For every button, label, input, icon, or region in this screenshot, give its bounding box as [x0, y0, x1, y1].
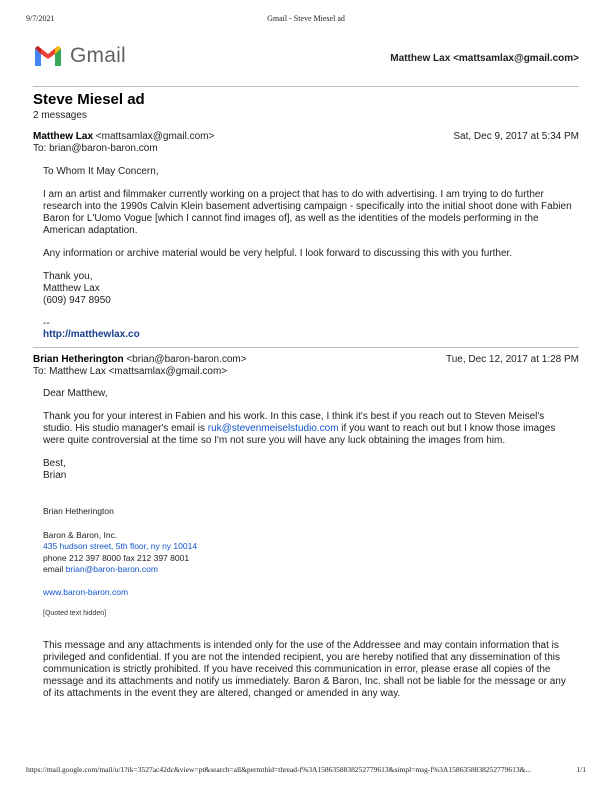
paragraph-text: if you want to reach out but I know those images were quite controversial at the time so I'm not sure you will have any luck obtaining the images from him.: [43, 423, 556, 446]
greeting: To Whom It May Concern,: [43, 166, 159, 177]
paragraph: I am an artist and filmmaker currently working on a project that has to do with advertising. I am trying to do further research into the 1990s Calvin Klein basement advertising campaign - specifically into the initial shoot done with Fabien Baron for L'Uomo Vogue [which I cannot find images of], as well as the identities of the models performing in the American adaptation.: [43, 189, 572, 236]
paragraph: Any information or archive material would be very helpful. I look forward to discussing this with you further.: [43, 248, 513, 259]
signoff: Thank you,: [43, 271, 93, 282]
page-number: 1/1: [576, 765, 586, 774]
sender-name: Matthew Lax: [33, 131, 94, 142]
phone-fax: phone 212 397 8000 fax 212 397 8001: [43, 552, 190, 563]
print-date: 9/7/2021: [26, 14, 55, 23]
message-date: Sat, Dec 9, 2017 at 5:34 PM: [453, 131, 579, 142]
print-footer: [26, 765, 586, 776]
signature-phone: (609) 947 8950: [43, 295, 111, 306]
message-header: [33, 131, 579, 154]
email-label: email: [43, 564, 66, 574]
gmail-m-icon: [33, 44, 63, 68]
signature-separator: --: [43, 318, 50, 329]
disclaimer: This message and any attachments is intended only for the use of the Addressee and may contain information that is privileged and confidential. If you are not the intended recipient, you are hereby notified that any dissemination of this communication is strictly prohibited. If you have received this communication in error, please erase all copies of the message and its attachments and notify us immediately. Baron & Baron, Inc. shall not be liable for the message or any of its attachments in the event they are altered, changed or amended in any way.: [43, 639, 566, 699]
sender-email: <brian@baron-baron.com>: [126, 354, 247, 365]
recipient: To: Matthew Lax <mattsamlax@gmail.com>: [33, 366, 228, 377]
recipient: To: brian@baron-baron.com: [33, 143, 158, 154]
email-line: [43, 564, 573, 576]
paragraph: [43, 411, 573, 447]
signature: [43, 506, 573, 620]
message-header: [33, 354, 579, 377]
website-link[interactable]: www.baron-baron.com: [43, 586, 129, 597]
sender-name: Brian Hetherington: [33, 354, 124, 365]
message-body: [43, 388, 573, 711]
signature-name: Matthew Lax: [43, 283, 100, 294]
signature-name: Brian Hetherington: [43, 506, 114, 516]
signoff-block: [43, 458, 573, 482]
signature-email-link[interactable]: brian@baron-baron.com: [65, 564, 158, 574]
print-header: [26, 14, 586, 26]
signoff-name: Brian: [43, 470, 67, 481]
logo-row: [33, 42, 579, 72]
email-link[interactable]: ruk@stevenmeiselstudio.com: [207, 423, 339, 434]
message-count: 2 messages: [33, 110, 87, 121]
signature: [43, 271, 573, 307]
sender-email: <mattsamlax@gmail.com>: [95, 131, 215, 142]
greeting: Dear Matthew,: [43, 388, 108, 399]
quoted-text-toggle[interactable]: [Quoted text hidden]: [43, 610, 107, 617]
gmail-wordmark: Gmail: [70, 44, 126, 67]
company-name: Baron & Baron, Inc.: [43, 529, 118, 540]
message-date: Tue, Dec 12, 2017 at 1:28 PM: [445, 354, 579, 365]
gmail-logo[interactable]: [33, 44, 126, 68]
website-link[interactable]: http://matthewlax.co: [43, 329, 140, 340]
header-divider: [33, 86, 579, 87]
print-url: https://mail.google.com/mail/u/1?ik=3527ac42dc&view=pt&search=all&permthid=thread-f%3A1586358838252779613&simpl=msg-f%3A1586358838252779613&...: [26, 765, 532, 774]
print-title: Gmail - Steve Miesel ad: [267, 14, 345, 23]
signoff: Best,: [43, 458, 66, 469]
paragraph-text: Thank you for your interest in Fabien and his work. In this case, I think it's best if you reach out to Steven Meisel's studio. His studio manager's email is: [43, 411, 545, 434]
message-divider: [33, 347, 579, 348]
address-link[interactable]: 435 hudson street, 5th floor, ny ny 10014: [43, 541, 198, 551]
message-body: [43, 166, 573, 341]
account-label: Matthew Lax <mattsamlax@gmail.com>: [390, 53, 579, 64]
thread-title: Steve Miesel ad: [33, 91, 145, 108]
